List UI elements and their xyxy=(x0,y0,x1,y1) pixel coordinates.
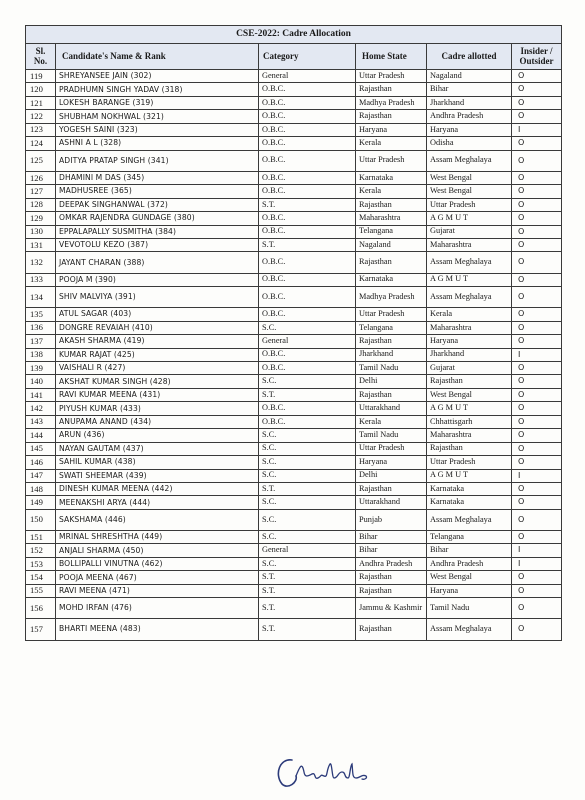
cell-insider-outsider: O xyxy=(512,185,562,198)
table-row xyxy=(26,239,562,252)
table-row xyxy=(26,137,562,150)
cell-cadre-allotted: Rajasthan xyxy=(427,375,512,388)
cell-category: O.B.C. xyxy=(259,150,356,171)
cell-category: S.C. xyxy=(259,496,356,509)
cell-cadre-allotted: West Bengal xyxy=(427,388,512,401)
cell-sl-no: 132 xyxy=(26,252,56,273)
cell-insider-outsider: O xyxy=(512,496,562,509)
signature-graphic xyxy=(270,752,380,792)
cell-sl-no: 119 xyxy=(26,70,56,83)
cell-sl-no: 146 xyxy=(26,456,56,469)
table-row xyxy=(26,96,562,109)
cell-insider-outsider: O xyxy=(512,198,562,211)
cell-sl-no: 121 xyxy=(26,96,56,109)
cell-sl-no: 144 xyxy=(26,429,56,442)
table-row xyxy=(26,571,562,584)
cell-category: O.B.C. xyxy=(259,273,356,286)
cell-insider-outsider: I xyxy=(512,348,562,361)
cell-insider-outsider: O xyxy=(512,362,562,375)
cell-insider-outsider: O xyxy=(512,225,562,238)
cell-cadre-allotted: Maharashtra xyxy=(427,321,512,334)
cell-category: O.B.C. xyxy=(259,185,356,198)
cell-sl-no: 154 xyxy=(26,571,56,584)
cell-category: S.C. xyxy=(259,531,356,544)
column-header-sl-no: Sl. No. xyxy=(26,44,56,70)
cell-home-state: Haryana xyxy=(356,123,427,136)
cell-home-state: Telangana xyxy=(356,321,427,334)
cell-insider-outsider: O xyxy=(512,83,562,96)
cell-sl-no: 137 xyxy=(26,335,56,348)
table-row xyxy=(26,212,562,225)
cell-candidate-name-rank: SAHIL KUMAR (438) xyxy=(56,456,259,469)
cell-sl-no: 126 xyxy=(26,171,56,184)
cell-home-state: Nagaland xyxy=(356,239,427,252)
cell-home-state: Rajasthan xyxy=(356,571,427,584)
cell-insider-outsider: O xyxy=(512,137,562,150)
cell-cadre-allotted: Kerala xyxy=(427,308,512,321)
cell-sl-no: 129 xyxy=(26,212,56,225)
cell-category: O.B.C. xyxy=(259,83,356,96)
cell-candidate-name-rank: MEENAKSHI ARYA (444) xyxy=(56,496,259,509)
cell-candidate-name-rank: PIYUSH KUMAR (433) xyxy=(56,402,259,415)
cell-home-state: Kerala xyxy=(356,185,427,198)
cell-sl-no: 147 xyxy=(26,469,56,482)
cell-category: O.B.C. xyxy=(259,362,356,375)
cell-home-state: Delhi xyxy=(356,375,427,388)
cell-home-state: Uttar Pradesh xyxy=(356,70,427,83)
cell-category: General xyxy=(259,544,356,557)
cell-category: S.C. xyxy=(259,375,356,388)
table-row xyxy=(26,123,562,136)
table-row xyxy=(26,308,562,321)
cell-home-state: Jharkhand xyxy=(356,348,427,361)
cell-candidate-name-rank: SHIV MALVIYA (391) xyxy=(56,287,259,308)
cell-home-state: Kerala xyxy=(356,415,427,428)
column-header-category: Category xyxy=(259,44,356,70)
cell-cadre-allotted: Maharashtra xyxy=(427,239,512,252)
cell-category: O.B.C. xyxy=(259,123,356,136)
cell-cadre-allotted: Bihar xyxy=(427,544,512,557)
table-row xyxy=(26,225,562,238)
cell-cadre-allotted: Karnataka xyxy=(427,482,512,495)
cell-cadre-allotted: Tamil Nadu xyxy=(427,598,512,619)
cell-insider-outsider: O xyxy=(512,110,562,123)
cell-home-state: Rajasthan xyxy=(356,198,427,211)
cell-sl-no: 140 xyxy=(26,375,56,388)
cell-candidate-name-rank: DHAMINI M DAS (345) xyxy=(56,171,259,184)
table-row xyxy=(26,482,562,495)
cell-candidate-name-rank: PRADHUMN SINGH YADAV (318) xyxy=(56,83,259,96)
cell-insider-outsider: O xyxy=(512,482,562,495)
cell-sl-no: 156 xyxy=(26,598,56,619)
cell-category: O.B.C. xyxy=(259,110,356,123)
cell-insider-outsider: O xyxy=(512,442,562,455)
table-row xyxy=(26,110,562,123)
table-row xyxy=(26,415,562,428)
cell-sl-no: 124 xyxy=(26,137,56,150)
cell-home-state: Tamil Nadu xyxy=(356,362,427,375)
cell-category: O.B.C. xyxy=(259,308,356,321)
cell-candidate-name-rank: YOGESH SAINI (323) xyxy=(56,123,259,136)
cell-cadre-allotted: Telangana xyxy=(427,531,512,544)
table-row xyxy=(26,273,562,286)
cell-cadre-allotted: Bihar xyxy=(427,83,512,96)
cell-insider-outsider: O xyxy=(512,571,562,584)
cell-category: S.T. xyxy=(259,619,356,640)
cell-cadre-allotted: A G M U T xyxy=(427,469,512,482)
cell-home-state: Madhya Pradesh xyxy=(356,287,427,308)
cell-candidate-name-rank: NAYAN GAUTAM (437) xyxy=(56,442,259,455)
cell-candidate-name-rank: DEEPAK SINGHANWAL (372) xyxy=(56,198,259,211)
cell-home-state: Rajasthan xyxy=(356,584,427,597)
cell-sl-no: 155 xyxy=(26,584,56,597)
cell-sl-no: 141 xyxy=(26,388,56,401)
cell-candidate-name-rank: POOJA MEENA (467) xyxy=(56,571,259,584)
cell-candidate-name-rank: ADITYA PRATAP SINGH (341) xyxy=(56,150,259,171)
cell-home-state: Haryana xyxy=(356,456,427,469)
cell-sl-no: 157 xyxy=(26,619,56,640)
cell-category: O.B.C. xyxy=(259,287,356,308)
table-row xyxy=(26,287,562,308)
cell-insider-outsider: I xyxy=(512,469,562,482)
table-row xyxy=(26,70,562,83)
cell-home-state: Madhya Pradesh xyxy=(356,96,427,109)
table-row xyxy=(26,469,562,482)
cell-candidate-name-rank: POOJA M (390) xyxy=(56,273,259,286)
cell-candidate-name-rank: ATUL SAGAR (403) xyxy=(56,308,259,321)
cell-insider-outsider: I xyxy=(512,557,562,570)
cell-sl-no: 139 xyxy=(26,362,56,375)
cell-category: O.B.C. xyxy=(259,225,356,238)
cell-insider-outsider: O xyxy=(512,375,562,388)
cell-cadre-allotted: Karnataka xyxy=(427,496,512,509)
cell-home-state: Rajasthan xyxy=(356,83,427,96)
cell-cadre-allotted: A G M U T xyxy=(427,402,512,415)
cell-home-state: Uttar Pradesh xyxy=(356,442,427,455)
cell-cadre-allotted: Haryana xyxy=(427,335,512,348)
cell-home-state: Delhi xyxy=(356,469,427,482)
cell-cadre-allotted: Jharkhand xyxy=(427,348,512,361)
cell-insider-outsider: O xyxy=(512,531,562,544)
cell-insider-outsider: O xyxy=(512,388,562,401)
cell-sl-no: 123 xyxy=(26,123,56,136)
cell-home-state: Bihar xyxy=(356,544,427,557)
cell-home-state: Uttar Pradesh xyxy=(356,308,427,321)
cell-candidate-name-rank: ANUPAMA ANAND (434) xyxy=(56,415,259,428)
cell-candidate-name-rank: AKASH SHARMA (419) xyxy=(56,335,259,348)
table-row xyxy=(26,348,562,361)
cell-insider-outsider: O xyxy=(512,273,562,286)
cell-home-state: Uttarakhand xyxy=(356,402,427,415)
cell-sl-no: 136 xyxy=(26,321,56,334)
cell-insider-outsider: O xyxy=(512,252,562,273)
cell-category: S.C. xyxy=(259,429,356,442)
cell-category: S.T. xyxy=(259,571,356,584)
table-row xyxy=(26,185,562,198)
cell-cadre-allotted: Andhra Pradesh xyxy=(427,557,512,570)
cell-home-state: Uttar Pradesh xyxy=(356,150,427,171)
cell-category: S.T. xyxy=(259,584,356,597)
table-row xyxy=(26,429,562,442)
cell-cadre-allotted: Assam Meghalaya xyxy=(427,150,512,171)
cell-insider-outsider: O xyxy=(512,335,562,348)
cell-home-state: Jammu & Kashmir xyxy=(356,598,427,619)
cell-cadre-allotted: Uttar Pradesh xyxy=(427,456,512,469)
cell-category: O.B.C. xyxy=(259,402,356,415)
table-row xyxy=(26,83,562,96)
cell-insider-outsider: O xyxy=(512,584,562,597)
table-row xyxy=(26,509,562,530)
column-header-cadre-allotted: Cadre allotted xyxy=(427,44,512,70)
column-header-home-state: Home State xyxy=(356,44,427,70)
cell-insider-outsider: O xyxy=(512,150,562,171)
table-row xyxy=(26,375,562,388)
table-row xyxy=(26,544,562,557)
cell-cadre-allotted: Assam Meghalaya xyxy=(427,619,512,640)
cell-home-state: Rajasthan xyxy=(356,619,427,640)
cell-cadre-allotted: Rajasthan xyxy=(427,442,512,455)
cell-home-state: Rajasthan xyxy=(356,388,427,401)
column-header-insider-outsider: Insider / Outsider xyxy=(512,44,562,70)
table-row xyxy=(26,557,562,570)
cell-cadre-allotted: West Bengal xyxy=(427,571,512,584)
cell-insider-outsider: I xyxy=(512,544,562,557)
table-row xyxy=(26,496,562,509)
cell-sl-no: 120 xyxy=(26,83,56,96)
cell-insider-outsider: O xyxy=(512,171,562,184)
cell-home-state: Kerala xyxy=(356,137,427,150)
cell-candidate-name-rank: SAKSHAMA (446) xyxy=(56,509,259,530)
cell-cadre-allotted: Haryana xyxy=(427,584,512,597)
cell-insider-outsider: I xyxy=(512,123,562,136)
cell-sl-no: 134 xyxy=(26,287,56,308)
table-row xyxy=(26,456,562,469)
cell-category: S.C. xyxy=(259,509,356,530)
cell-insider-outsider: O xyxy=(512,619,562,640)
cell-category: General xyxy=(259,335,356,348)
cell-sl-no: 145 xyxy=(26,442,56,455)
cell-home-state: Maharashtra xyxy=(356,212,427,225)
cell-category: General xyxy=(259,70,356,83)
cell-insider-outsider: O xyxy=(512,96,562,109)
cell-category: O.B.C. xyxy=(259,415,356,428)
cell-candidate-name-rank: BHARTI MEENA (483) xyxy=(56,619,259,640)
cell-category: S.C. xyxy=(259,469,356,482)
handwritten-signature xyxy=(270,752,380,792)
table-title: CSE-2022: Cadre Allocation xyxy=(26,26,562,44)
cell-category: S.T. xyxy=(259,388,356,401)
cell-category: S.T. xyxy=(259,482,356,495)
cell-home-state: Karnataka xyxy=(356,171,427,184)
cell-candidate-name-rank: SHUBHAM NOKHWAL (321) xyxy=(56,110,259,123)
table-row xyxy=(26,584,562,597)
table-row xyxy=(26,150,562,171)
cell-sl-no: 151 xyxy=(26,531,56,544)
cell-cadre-allotted: Assam Meghalaya xyxy=(427,509,512,530)
table-body xyxy=(26,70,562,641)
cell-candidate-name-rank: RAVI KUMAR MEENA (431) xyxy=(56,388,259,401)
cell-candidate-name-rank: LOKESH BARANGE (319) xyxy=(56,96,259,109)
cell-insider-outsider: O xyxy=(512,429,562,442)
table-row xyxy=(26,198,562,211)
cell-cadre-allotted: Jharkhand xyxy=(427,96,512,109)
cell-cadre-allotted: Chhattisgarh xyxy=(427,415,512,428)
cell-insider-outsider: O xyxy=(512,239,562,252)
cell-home-state: Tamil Nadu xyxy=(356,429,427,442)
cell-cadre-allotted: West Bengal xyxy=(427,171,512,184)
cell-insider-outsider: O xyxy=(512,308,562,321)
cell-category: O.B.C. xyxy=(259,137,356,150)
cell-cadre-allotted: A G M U T xyxy=(427,273,512,286)
cell-home-state: Uttarakhand xyxy=(356,496,427,509)
cell-category: S.T. xyxy=(259,198,356,211)
cell-cadre-allotted: Haryana xyxy=(427,123,512,136)
cell-insider-outsider: O xyxy=(512,598,562,619)
cell-cadre-allotted: A G M U T xyxy=(427,212,512,225)
table-row xyxy=(26,252,562,273)
cell-candidate-name-rank: VAISHALI R (427) xyxy=(56,362,259,375)
cell-sl-no: 131 xyxy=(26,239,56,252)
cell-candidate-name-rank: SWATI SHEEMAR (439) xyxy=(56,469,259,482)
cadre-allocation-table xyxy=(25,25,562,641)
cell-category: S.C. xyxy=(259,456,356,469)
cell-category: O.B.C. xyxy=(259,171,356,184)
cell-category: S.T. xyxy=(259,239,356,252)
cell-candidate-name-rank: ASHNI A L (328) xyxy=(56,137,259,150)
cell-home-state: Rajasthan xyxy=(356,482,427,495)
table-row xyxy=(26,402,562,415)
cell-cadre-allotted: Assam Meghalaya xyxy=(427,252,512,273)
cell-sl-no: 142 xyxy=(26,402,56,415)
cell-home-state: Telangana xyxy=(356,225,427,238)
cell-sl-no: 125 xyxy=(26,150,56,171)
cell-sl-no: 150 xyxy=(26,509,56,530)
table-row xyxy=(26,171,562,184)
cell-sl-no: 152 xyxy=(26,544,56,557)
cell-sl-no: 122 xyxy=(26,110,56,123)
cell-category: O.B.C. xyxy=(259,212,356,225)
cell-candidate-name-rank: OMKAR RAJENDRA GUNDAGE (380) xyxy=(56,212,259,225)
cell-category: O.B.C. xyxy=(259,348,356,361)
cell-insider-outsider: O xyxy=(512,70,562,83)
cell-candidate-name-rank: BOLLIPALLI VINUTNA (462) xyxy=(56,557,259,570)
cell-sl-no: 148 xyxy=(26,482,56,495)
cell-candidate-name-rank: JAYANT CHARAN (388) xyxy=(56,252,259,273)
cell-candidate-name-rank: MRINAL SHRESHTHA (449) xyxy=(56,531,259,544)
cell-category: O.B.C. xyxy=(259,96,356,109)
cell-insider-outsider: O xyxy=(512,321,562,334)
table-row xyxy=(26,362,562,375)
cell-candidate-name-rank: VEVOTOLU KEZO (387) xyxy=(56,239,259,252)
cell-candidate-name-rank: DINESH KUMAR MEENA (442) xyxy=(56,482,259,495)
cell-cadre-allotted: Odisha xyxy=(427,137,512,150)
cell-insider-outsider: O xyxy=(512,509,562,530)
cell-insider-outsider: O xyxy=(512,402,562,415)
cell-sl-no: 149 xyxy=(26,496,56,509)
table-row xyxy=(26,598,562,619)
cell-home-state: Bihar xyxy=(356,531,427,544)
cell-sl-no: 143 xyxy=(26,415,56,428)
cell-candidate-name-rank: EPPALAPALLY SUSMITHA (384) xyxy=(56,225,259,238)
cell-sl-no: 153 xyxy=(26,557,56,570)
cell-insider-outsider: O xyxy=(512,287,562,308)
cell-home-state: Rajasthan xyxy=(356,110,427,123)
column-header-name-rank: Candidate's Name & Rank xyxy=(56,44,259,70)
cell-category: S.C. xyxy=(259,557,356,570)
cell-sl-no: 127 xyxy=(26,185,56,198)
cell-cadre-allotted: Maharashtra xyxy=(427,429,512,442)
cell-candidate-name-rank: ARUN (436) xyxy=(56,429,259,442)
document-page xyxy=(25,25,561,641)
cell-home-state: Karnataka xyxy=(356,273,427,286)
cell-candidate-name-rank: RAVI MEENA (471) xyxy=(56,584,259,597)
cell-candidate-name-rank: KUMAR RAJAT (425) xyxy=(56,348,259,361)
table-row xyxy=(26,442,562,455)
cell-home-state: Andhra Pradesh xyxy=(356,557,427,570)
table-row xyxy=(26,531,562,544)
cell-candidate-name-rank: AKSHAT KUMAR SINGH (428) xyxy=(56,375,259,388)
cell-candidate-name-rank: DONGRE REVAIAH (410) xyxy=(56,321,259,334)
cell-candidate-name-rank: ANJALI SHARMA (450) xyxy=(56,544,259,557)
cell-home-state: Punjab xyxy=(356,509,427,530)
cell-insider-outsider: O xyxy=(512,415,562,428)
cell-category: S.T. xyxy=(259,598,356,619)
cell-cadre-allotted: West Bengal xyxy=(427,185,512,198)
cell-cadre-allotted: Uttar Pradesh xyxy=(427,198,512,211)
table-row xyxy=(26,388,562,401)
cell-category: O.B.C. xyxy=(259,252,356,273)
cell-home-state: Rajasthan xyxy=(356,335,427,348)
cell-insider-outsider: O xyxy=(512,212,562,225)
cell-sl-no: 128 xyxy=(26,198,56,211)
cell-candidate-name-rank: MOHD IRFAN (476) xyxy=(56,598,259,619)
cell-insider-outsider: O xyxy=(512,456,562,469)
cell-sl-no: 133 xyxy=(26,273,56,286)
table-row xyxy=(26,619,562,640)
cell-sl-no: 135 xyxy=(26,308,56,321)
cell-candidate-name-rank: MADHUSREE (365) xyxy=(56,185,259,198)
cell-candidate-name-rank: SHREYANSEE JAIN (302) xyxy=(56,70,259,83)
cell-cadre-allotted: Andhra Pradesh xyxy=(427,110,512,123)
cell-cadre-allotted: Gujarat xyxy=(427,362,512,375)
cell-cadre-allotted: Assam Meghalaya xyxy=(427,287,512,308)
cell-category: S.C. xyxy=(259,321,356,334)
cell-cadre-allotted: Nagaland xyxy=(427,70,512,83)
table-row xyxy=(26,335,562,348)
table-row xyxy=(26,321,562,334)
cell-home-state: Rajasthan xyxy=(356,252,427,273)
cell-sl-no: 138 xyxy=(26,348,56,361)
cell-sl-no: 130 xyxy=(26,225,56,238)
cell-cadre-allotted: Gujarat xyxy=(427,225,512,238)
cell-category: S.C. xyxy=(259,442,356,455)
